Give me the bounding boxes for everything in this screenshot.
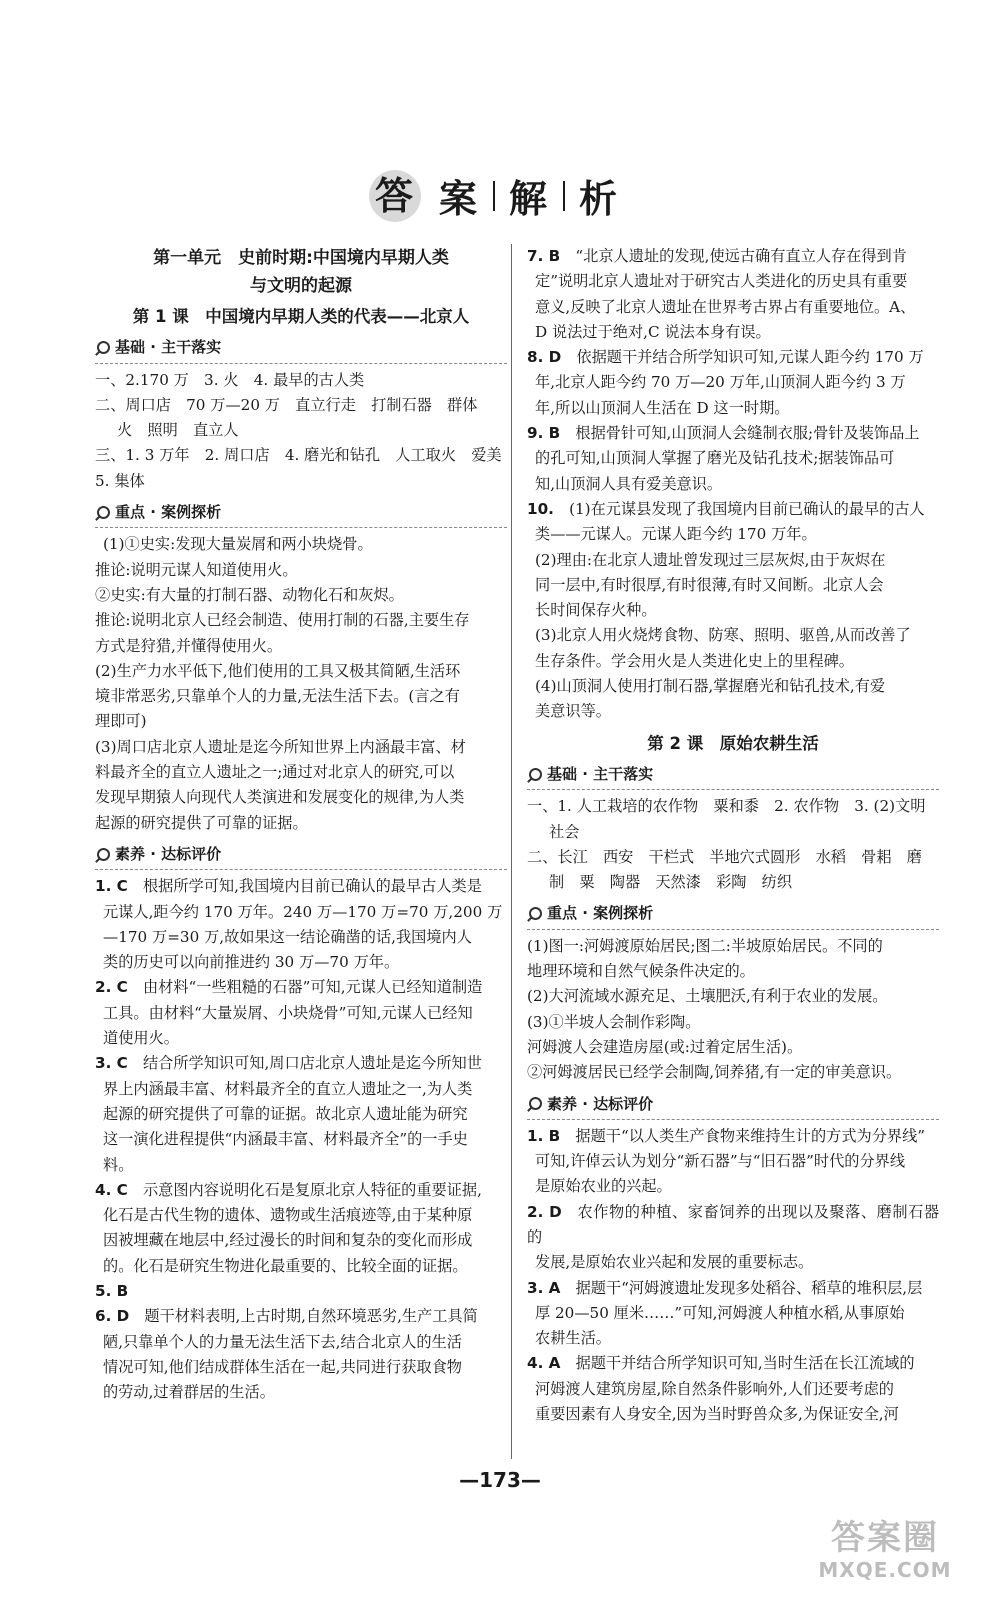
answer-text: 同一层中,有时很厚,有时很薄,有时又间断。北京人会	[535, 575, 884, 594]
answer-line	[95, 1026, 507, 1051]
section-heading: 素养 · 达标评价	[527, 1092, 939, 1120]
answer-line: (3)周口店北京人遗址是迄今所知世界上内涵最丰富、材	[95, 737, 466, 756]
question-number: 2. C	[95, 978, 128, 997]
answer-line: 二、长江 西安 干栏式 半地穴式圆形 水稻 骨耜 磨	[527, 847, 922, 866]
section-heading: 重点 · 案例探析	[95, 500, 507, 528]
answer-text: 根据骨针可知,山顶洞人会缝制衣服;骨针及装饰品上	[575, 424, 920, 443]
magnifier-icon	[95, 848, 109, 862]
answer-line	[527, 522, 939, 547]
answer-line: (3)①半坡人会制作彩陶。	[527, 1012, 701, 1031]
question-number: 6. D	[95, 1307, 130, 1326]
answer-line	[95, 1203, 507, 1228]
answer-text: (3)北京人用火烧烤食物、防寒、照明、驱兽,从而改善了	[535, 626, 911, 645]
basic-answers	[527, 794, 939, 895]
basic-answers	[95, 368, 507, 494]
answer-text: 因被埋藏在地层中,经过漫长的时间和复杂的变化而形成	[103, 1231, 473, 1250]
answer-line	[95, 1051, 507, 1076]
watermark	[800, 1518, 970, 1588]
answer-line	[527, 1149, 939, 1174]
answer-line	[527, 1301, 939, 1326]
unit-title: 与文明的起源	[250, 276, 352, 296]
answer-text: 重要因素有人身安全,因为当时野兽众多,为保证安全,河	[535, 1405, 899, 1424]
answer-line: 理即可)	[95, 712, 147, 731]
answer-text: 由材料“一些粗糙的石器”可知,元谋人已经知道制造	[142, 978, 483, 997]
answer-text: 的劳动,过着群居的生活。	[103, 1383, 275, 1402]
answer-line	[527, 295, 939, 320]
answer-text: 意义,反映了北京人遗址在世界考古界占有重要地位。A、	[535, 297, 916, 316]
answer-text: 界上内涵最丰富、材料最齐全的直立人遗址之一,为人类	[103, 1079, 473, 1098]
answer-line	[527, 1351, 939, 1376]
answer-text: 类的历史可以向前推进约 30 万—70 万年。	[103, 953, 400, 972]
answer-line: 境非常恶劣,只靠单个人的力量,无法生活下去。(言之有	[95, 687, 460, 706]
answer-line	[95, 1001, 507, 1026]
lesson-title: 第 2 课 原始农耕生活	[647, 733, 819, 753]
answer-line: (2)生产力水平低下,他们使用的工具又极其简陋,生活环	[95, 661, 461, 680]
answer-text: 起源的研究提供了可靠的证据。故北京人遗址能为研究	[103, 1104, 468, 1123]
answer-text: 题干材料表明,上古时期,自然环境恶劣,生产工具简	[144, 1307, 478, 1326]
answer-line	[527, 421, 939, 446]
column-divider	[511, 244, 512, 1459]
answer-line: 地理环境和自然气候条件决定的。	[527, 962, 755, 981]
title-separator	[563, 181, 565, 211]
title-separator	[493, 181, 495, 211]
question-number: 3. A	[527, 1278, 561, 1297]
question-number: 10.	[527, 499, 554, 518]
answer-line	[95, 925, 507, 950]
question-number: 2. D	[527, 1202, 562, 1221]
answer-line: 三、1. 3 万年 2. 周口店 4. 磨光和钻孔 人工取火 爱美	[95, 446, 502, 465]
answer-text: 据题干“以人类生产食物来维持生计的方式为分界线”	[575, 1126, 926, 1145]
answer-text: 年,所以山顶洞人生活在 D 这一时期。	[535, 398, 790, 417]
section-heading: 基础 · 主干落实	[95, 335, 507, 363]
answer-text: 美意识等。	[535, 702, 611, 721]
answer-line	[527, 497, 939, 522]
magnifier-icon	[527, 907, 541, 921]
answer-line	[527, 446, 939, 471]
answer-line	[527, 573, 939, 598]
question-number: 4. C	[95, 1180, 128, 1199]
answer-text: 发展,是原始农业兴起和发展的重要标志。	[535, 1253, 814, 1272]
answer-text: 工具。由材料“大量炭屑、小块烧骨”可知,元谋人已经知	[103, 1003, 473, 1022]
answer-text: 长时间保存火种。	[535, 601, 657, 620]
section-heading: 素养 · 达标评价	[95, 842, 507, 870]
answer-text: (1)在元谋县发现了我国境内目前已确认的最早的古人	[569, 499, 925, 518]
answer-text: 厚 20—50 厘米……”可知,河姆渡人种植水稻,从事原始	[535, 1303, 905, 1322]
answer-line	[527, 370, 939, 395]
title-char: 析	[579, 176, 620, 221]
lesson-title: 第 1 课 中国境内早期人类的代表——北京人	[132, 307, 470, 326]
answer-line	[527, 1326, 939, 1351]
answer-line: 推论:说明北京人已经会制造、使用打制的石器,主要生存	[95, 611, 470, 630]
section-heading: 重点 · 案例探析	[527, 901, 939, 929]
answer-text: 陋,只靠单个人的力量无法生活下去,结合北京人的生活	[103, 1332, 462, 1351]
answer-line	[95, 1153, 507, 1178]
answer-line	[527, 598, 939, 623]
answer-line	[527, 649, 939, 674]
watermark-logo: 答案圈	[831, 1518, 939, 1558]
magnifier-icon	[527, 1097, 541, 1111]
answer-line	[95, 900, 507, 925]
section-heading: 基础 · 主干落实	[527, 762, 939, 790]
answer-text: 据题干“河姆渡遗址发现多处稻谷、稻草的堆积层,层	[575, 1278, 923, 1297]
answer-line	[527, 320, 939, 345]
title-char: 案	[438, 176, 479, 221]
answer-line	[527, 396, 939, 421]
answer-text: 化石是古代生物的遗体、遗物或生活痕迹等,由于某种原	[103, 1206, 473, 1225]
evaluation-answers	[527, 1124, 939, 1428]
answer-line	[95, 1254, 507, 1279]
answer-line	[527, 623, 939, 648]
answer-line: 火 照明 直立人	[117, 421, 239, 440]
answer-text: D 说法过于绝对,C 说法本身有误。	[535, 322, 771, 341]
answer-text: 情况可知,他们结成群体生活在一起,共同进行获取食物	[103, 1357, 462, 1376]
answer-line: 社会	[549, 822, 580, 841]
answer-text: 依据题干并结合所学知识可知,元谋人距今约 170 万	[576, 348, 924, 367]
answer-line	[527, 548, 939, 573]
answer-text: 年,北京人距今约 70 万—20 万年,山顶洞人距今约 3 万	[535, 373, 906, 392]
answer-line: 起源的研究提供了可靠的证据。	[95, 813, 308, 832]
right-column	[527, 244, 939, 1427]
answer-line	[95, 1102, 507, 1127]
title-char: 答	[369, 170, 421, 222]
watermark-site: MXQE.COM	[818, 1558, 952, 1582]
answer-line	[95, 975, 507, 1000]
answer-line	[527, 1402, 939, 1427]
answer-line	[95, 1355, 507, 1380]
answer-text: 知,山顶洞人具有爱美意识。	[535, 474, 723, 493]
answer-line: (1)①史实:发现大量炭屑和两小块烧骨。	[103, 535, 373, 554]
answer-text: —170 万=30 万,故如果这一结论确凿的话,我国境内人	[103, 927, 472, 946]
answer-text: 的孔可知,山顶洞人掌握了磨光及钻孔技术;据装饰品可	[535, 449, 895, 468]
evaluation-answers	[95, 874, 507, 1405]
answer-text: 生存条件。学会用火是人类进化史上的里程碑。	[535, 651, 854, 670]
answer-line	[95, 950, 507, 975]
answer-text: 河姆渡人建筑房屋,除自然条件影响外,人们还要考虑的	[535, 1379, 894, 1398]
answer-line: 方式是狩猎,并懂得使用火。	[95, 636, 283, 655]
answer-line	[95, 1178, 507, 1203]
answer-text: “北京人遗址的发现,使远古确有直立人存在得到肯	[575, 247, 907, 265]
answer-text: 定”说明北京人遗址对于研究古人类进化的历史具有重要	[535, 272, 908, 291]
answer-line: 一、1. 人工栽培的农作物 粟和黍 2. 农作物 3. (2)文明	[527, 797, 926, 816]
page-title	[0, 168, 1000, 223]
answer-text: (4)山顶洞人使用打制石器,掌握磨光和钻孔技术,有爱	[535, 677, 886, 696]
question-number: 1. B	[527, 1126, 561, 1145]
answer-line	[95, 1127, 507, 1152]
left-column	[95, 244, 507, 1405]
answer-line: (1)图一:河姆渡原始居民;图二:半坡原始居民。不同的	[527, 936, 883, 955]
question-number: 3. C	[95, 1054, 128, 1073]
answer-text: 道使用火。	[103, 1029, 179, 1048]
answer-text: 的。化石是研究生物进化最重要的、比较全面的证据。	[103, 1256, 468, 1275]
answer-line: 推论:说明元谋人知道使用火。	[95, 560, 298, 579]
answer-text: 类——元谋人。元谋人距今约 170 万年。	[535, 525, 817, 544]
answer-text: (2)理由:在北京人遗址曾发现过三层灰烬,由于灰烬在	[535, 550, 886, 569]
answer-line	[527, 244, 939, 269]
answer-line	[527, 1276, 939, 1301]
answer-line	[527, 1174, 939, 1199]
answer-line	[527, 699, 939, 724]
answer-line	[95, 1330, 507, 1355]
question-number: 5. B	[95, 1281, 129, 1300]
answer-line: 制 粟 陶器 天然漆 彩陶 纺织	[549, 873, 792, 892]
answer-text: 农耕生活。	[535, 1329, 611, 1348]
case-answers	[95, 532, 507, 836]
answer-text: 示意图内容说明化石是复原北京人特征的重要证据,	[142, 1180, 482, 1199]
answer-line	[95, 1304, 507, 1329]
answer-line	[95, 874, 507, 899]
answer-line: 一、2.170 万 3. 火 4. 最早的古人类	[95, 370, 365, 389]
answer-line	[527, 1200, 939, 1251]
answer-line: ②河姆渡居民已经学会制陶,饲养猪,有一定的审美意识。	[527, 1063, 902, 1082]
answer-line	[527, 674, 939, 699]
answer-line: 料最齐全的直立人遗址之一;通过对北京人的研究,可以	[95, 763, 455, 782]
question-number: 4. A	[527, 1354, 561, 1373]
case-answers	[527, 934, 939, 1086]
answer-line: 河姆渡人会建造房屋(或:过着定居生活)。	[527, 1037, 803, 1056]
answer-text: 据题干并结合所学知识可知,当时生活在长江流域的	[575, 1354, 915, 1373]
answer-line: (2)大河流域水源充足、土壤肥沃,有利于农业的发展。	[527, 987, 888, 1006]
question-number: 1. C	[95, 877, 128, 896]
answer-text: 是原始农业的兴起。	[535, 1177, 672, 1196]
unit-title: 第一单元 史前时期:中国境内早期人类	[153, 248, 449, 268]
answer-text: 根据所学可知,我国境内目前已确认的最早古人类是	[142, 877, 482, 896]
answer-line	[95, 1228, 507, 1253]
answer-line	[527, 269, 939, 294]
magnifier-icon	[95, 341, 109, 355]
evaluation-answers	[527, 244, 939, 725]
answer-line	[527, 1124, 939, 1149]
answer-text: 可知,许倬云认为划分“新石器”与“旧石器”时代的分界线	[535, 1152, 906, 1171]
answer-text: 农作物的种植、家畜饲养的出现以及聚落、磨制石器的	[527, 1202, 940, 1246]
answer-line	[95, 1077, 507, 1102]
answer-line	[527, 472, 939, 497]
answer-line	[95, 1380, 507, 1405]
answer-text: 结合所学知识可知,周口店北京人遗址是迄今所知世	[142, 1054, 482, 1073]
question-number: 7. B	[527, 247, 561, 265]
question-number: 8. D	[527, 348, 562, 367]
answer-line: 二、周口店 70 万—20 万 直立行走 打制石器 群体	[95, 395, 478, 414]
answer-line	[527, 1250, 939, 1275]
answer-text: 这一演化进程提供“内涵最丰富、材料最齐全”的一手史	[103, 1130, 468, 1149]
answer-text: 元谋人,距今约 170 万年。240 万—170 万=70 万,200 万	[103, 902, 503, 921]
magnifier-icon	[95, 506, 109, 520]
answer-line: 5. 集体	[95, 471, 145, 490]
answer-line	[527, 1377, 939, 1402]
question-number: 9. B	[527, 424, 561, 443]
answer-text: 料。	[103, 1155, 134, 1174]
answer-line	[95, 1279, 507, 1304]
title-char: 解	[508, 176, 549, 221]
magnifier-icon	[527, 768, 541, 782]
answer-line	[527, 345, 939, 370]
page-number: —173—	[459, 1468, 541, 1492]
answer-line: 发现早期猿人向现代人类演进和发展变化的规律,为人类	[95, 788, 465, 807]
answer-line: ②史实:有大量的打制石器、动物化石和灰烬。	[95, 585, 404, 604]
